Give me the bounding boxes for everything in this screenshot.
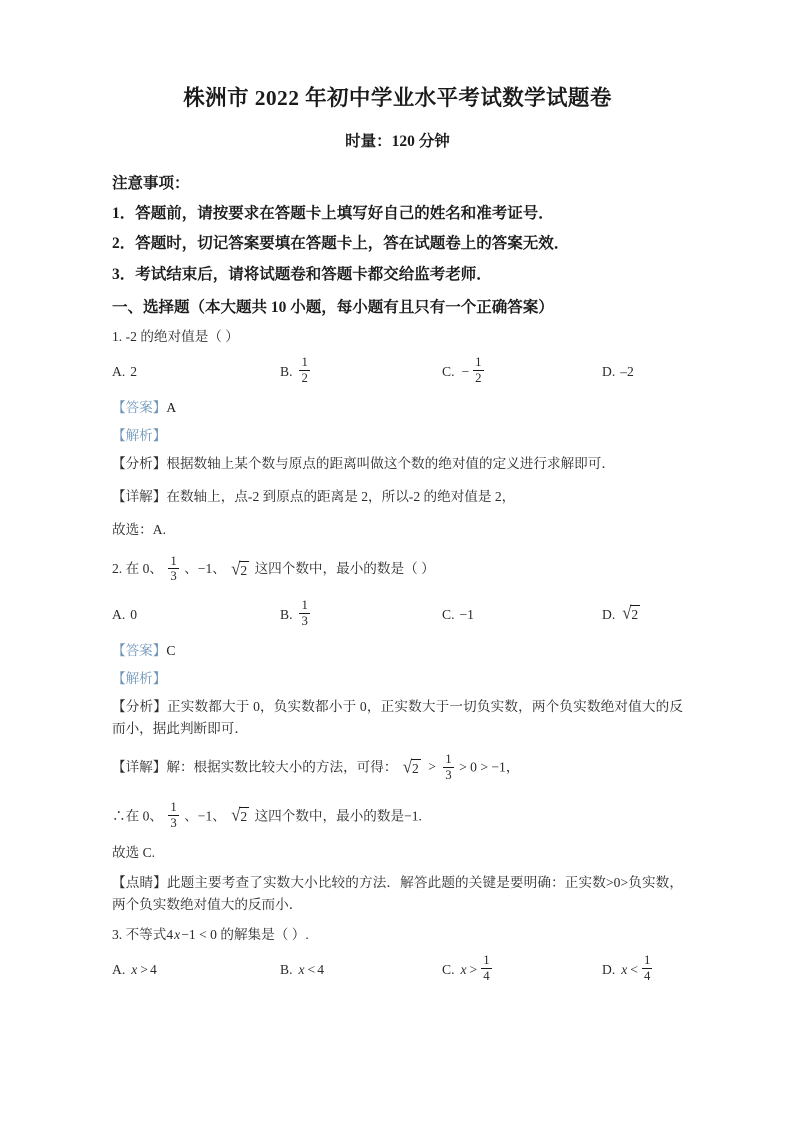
question-2-option-d[interactable] bbox=[602, 600, 642, 629]
question-2-detail-tail: > 0 > −1， bbox=[459, 759, 520, 775]
question-2-conclusion: 故选 C. bbox=[112, 845, 156, 861]
question-2-option-a[interactable] bbox=[112, 600, 280, 629]
question-1-options bbox=[112, 347, 683, 386]
question-3-option-c[interactable] bbox=[442, 953, 602, 985]
radical-sign: √ bbox=[231, 557, 241, 579]
question-2-stem-pre: 2. 在 0、 bbox=[112, 561, 163, 577]
minus-sign: − bbox=[461, 363, 470, 379]
fraction-one-quarter: $\frac{1}{4}$ bbox=[483, 953, 490, 984]
question-2-stem bbox=[112, 541, 683, 584]
exam-duration-subtitle: 时量：120 分钟 bbox=[345, 132, 450, 150]
notice-heading: 注意事项： bbox=[112, 174, 190, 192]
fraction-one-third: $\frac{1}{3}$ bbox=[170, 553, 177, 584]
question-2-analysis-header bbox=[112, 660, 683, 688]
notice-item-2: 2．答题时，切记答案要填在答题卡上，答在试题卷上的答案无效． bbox=[112, 235, 570, 253]
question-3-options bbox=[112, 946, 683, 985]
question-2-options bbox=[112, 584, 683, 629]
notice-item-3: 3．考试结束后，请将试题卷和答题卡都交给监考老师． bbox=[112, 265, 492, 283]
option-label-c: C. bbox=[442, 961, 455, 977]
question-1-detail-text: 在数轴上，点-2 到原点的距离是 2，所以-2 的绝对值是 2， bbox=[166, 489, 516, 505]
question-1-detail bbox=[112, 475, 683, 508]
option-label-c: C. bbox=[442, 363, 455, 379]
variable-x: x bbox=[298, 961, 305, 977]
answer-tag: 【答案】 bbox=[112, 400, 167, 416]
detail-tag: 【详解】 bbox=[112, 489, 167, 505]
highlight-tag: 【点睛】 bbox=[112, 875, 167, 891]
option-a-value: 4 bbox=[149, 961, 157, 977]
analysis-tag: 【分析】 bbox=[112, 698, 168, 714]
answer-tag: 【答案】 bbox=[112, 642, 167, 658]
radical-sign: √ bbox=[231, 804, 241, 826]
question-3-stem-pre: 3. 不等式 bbox=[112, 927, 167, 943]
question-3-expr-rest: −1 < 0 bbox=[181, 927, 217, 943]
fraction-one-half: $\frac{1}{2}$ bbox=[301, 355, 308, 386]
question-1-option-d[interactable] bbox=[602, 357, 634, 386]
analysis-tag: 【分析】 bbox=[112, 456, 167, 472]
analysis-header-tag: 【解析】 bbox=[112, 670, 167, 686]
radical-sign: √ bbox=[402, 756, 412, 777]
coefficient: 4 bbox=[166, 927, 174, 943]
less-than-sign: < bbox=[307, 961, 316, 977]
question-3-stem bbox=[112, 916, 683, 945]
option-d-value: –2 bbox=[620, 363, 634, 379]
question-2-stem-post: 这四个数中，最小的数是（ ） bbox=[254, 561, 435, 577]
question-2-stem-mid: 、−1、 bbox=[184, 561, 226, 577]
question-1-analysis bbox=[112, 445, 683, 475]
variable-x: x bbox=[621, 961, 628, 977]
question-2-therefore bbox=[112, 783, 683, 832]
option-label-a: A. bbox=[112, 606, 126, 622]
option-b-value: 4 bbox=[317, 961, 324, 977]
option-a-value: 0 bbox=[130, 606, 138, 622]
option-label-b: B. bbox=[280, 606, 293, 622]
question-2-option-c[interactable] bbox=[442, 600, 602, 629]
therefore-mid: 、−1、 bbox=[184, 807, 226, 823]
variable-x: x bbox=[131, 961, 138, 977]
option-a-value: 2 bbox=[130, 363, 138, 379]
option-label-a: A. bbox=[112, 961, 126, 977]
fraction-one-third: $\frac{1}{3}$ bbox=[445, 751, 452, 782]
greater-than-sign: > bbox=[469, 961, 478, 977]
option-c-value: −1 bbox=[459, 606, 474, 622]
option-label-d: D. bbox=[602, 606, 616, 622]
question-2-analysis-text: 正实数都大于 0，负实数都小于 0，正实数大于一切负实数，两个负实数绝对值大的反而小，据此判断即可． bbox=[112, 698, 683, 736]
question-3-stem-post: 的解集是（ ）. bbox=[220, 927, 309, 943]
option-label-b: B. bbox=[280, 961, 293, 977]
question-1-option-a[interactable] bbox=[112, 357, 280, 386]
question-1-answer-value: A bbox=[166, 400, 177, 416]
option-label-b: B. bbox=[280, 363, 293, 379]
greater-than-sign: > bbox=[140, 961, 148, 977]
therefore-pre: ∴在 0、 bbox=[112, 807, 163, 823]
option-label-d: D. bbox=[602, 363, 616, 379]
detail-tag: 【详解】 bbox=[112, 759, 167, 775]
sqrt-two: √ 2 bbox=[231, 557, 248, 579]
notice-item-1: 1．答题前，请按要求在答题卡上填写好自己的姓名和准考证号． bbox=[112, 204, 554, 222]
option-label-d: D. bbox=[602, 961, 616, 977]
question-2-highlight-text: 此题主要考查了实数大小比较的方法．解答此题的关键是要明确：正实数>0>负实数，两个负实数绝对值大的反而小． bbox=[112, 875, 683, 913]
sqrt-two: √ 2 bbox=[402, 756, 419, 777]
question-2-analysis bbox=[112, 688, 683, 740]
question-3-option-d[interactable] bbox=[602, 953, 654, 985]
sqrt-two: √ 2 bbox=[622, 602, 639, 623]
question-1-stem: 1. -2 的绝对值是（ ） bbox=[112, 329, 239, 345]
sqrt-two: √ 2 bbox=[231, 804, 248, 826]
question-3-option-b[interactable] bbox=[280, 956, 442, 985]
question-1-answer bbox=[112, 386, 683, 417]
question-2-detail-pre: 解：根据实数比较大小的方法，可得： bbox=[166, 759, 398, 775]
variable-x: x bbox=[460, 961, 467, 977]
option-label-c: C. bbox=[442, 606, 455, 622]
question-3-option-a[interactable] bbox=[112, 956, 280, 985]
question-2-highlight bbox=[112, 864, 683, 916]
analysis-header-tag: 【解析】 bbox=[112, 428, 167, 444]
greater-than-sign: > bbox=[428, 759, 436, 775]
question-1-analysis-header bbox=[112, 417, 683, 445]
page-title: 株洲市 2022 年初中学业水平考试数学试题卷 bbox=[183, 86, 612, 110]
fraction-one-half-negative: $\frac{1}{2}$ bbox=[475, 355, 482, 386]
question-2-answer-value: C bbox=[166, 642, 176, 658]
fraction-one-quarter: $\frac{1}{4}$ bbox=[643, 953, 651, 984]
less-than-sign: < bbox=[630, 961, 638, 977]
question-1-conclusion: 故选：A. bbox=[112, 522, 166, 538]
radical-sign: √ bbox=[622, 602, 632, 623]
variable-x: x bbox=[174, 927, 181, 943]
fraction-one-third: $\frac{1}{3}$ bbox=[170, 800, 177, 831]
section-heading-multiple-choice: 一、选择题（本大题共 10 小题，每小题有且只有一个正确答案） bbox=[112, 298, 554, 316]
question-1-analysis-text: 根据数轴上某个数与原点的距离叫做这个数的绝对值的定义进行求解即可． bbox=[166, 456, 615, 472]
question-1-option-c[interactable] bbox=[442, 357, 602, 386]
fraction-one-third: $\frac{1}{3}$ bbox=[301, 598, 308, 629]
question-2-option-b[interactable] bbox=[280, 600, 442, 629]
question-2-detail bbox=[112, 740, 683, 783]
question-2-answer bbox=[112, 629, 683, 660]
question-1-option-b[interactable] bbox=[280, 357, 442, 386]
therefore-post: 这四个数中，最小的数是−1. bbox=[254, 807, 422, 823]
option-label-a: A. bbox=[112, 363, 126, 379]
